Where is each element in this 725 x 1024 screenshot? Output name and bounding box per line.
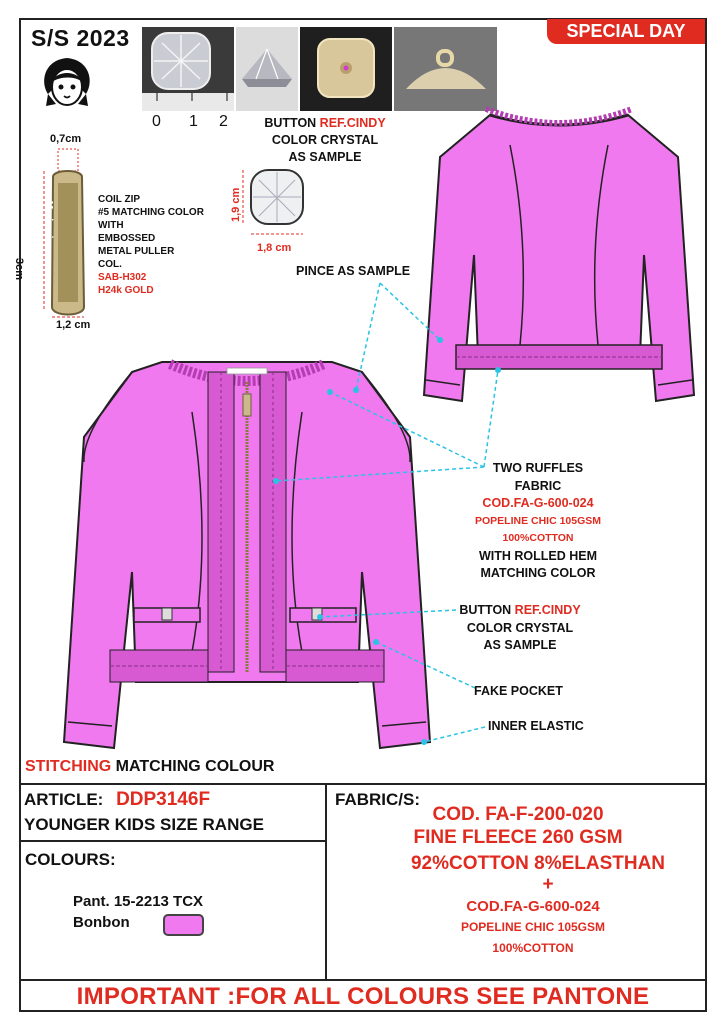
stitching-rest: MATCHING COLOUR <box>111 758 275 775</box>
ruffles-line: TWO RUFFLES <box>492 461 584 475</box>
zip-height-dim: 3cm <box>13 258 25 281</box>
divider <box>20 840 326 842</box>
size-range: YOUNGER KIDS SIZE RANGE <box>24 815 264 834</box>
fabric-line: FINE FLEECE 260 GSM <box>413 827 623 848</box>
ruffles-composition: 100%COTTON <box>502 532 574 544</box>
pocket-button-line: AS SAMPLE <box>483 638 557 652</box>
fabric-line: COD.FA-G-600-024 <box>466 898 600 915</box>
zip-line: METAL PULLER <box>98 246 175 257</box>
divider <box>20 979 706 981</box>
special-day-tag: SPECIAL DAY <box>547 19 705 44</box>
fabric-line: COD. FA-F-200-020 <box>432 804 604 825</box>
zip-code: H24k GOLD <box>98 285 154 296</box>
button-note-ref: REF.CINDY <box>319 116 386 130</box>
stitching-note <box>25 758 274 776</box>
zip-line: COL. <box>98 259 122 270</box>
zip-brand: Mariuccia <box>43 200 54 243</box>
fake-pocket-note: FAKE POCKET <box>474 684 563 698</box>
article-code: DDP3146F <box>116 789 211 810</box>
ruler-tick: 0 <box>152 113 161 130</box>
zip-line: WITH <box>98 220 124 231</box>
pince-note: PINCE AS SAMPLE <box>296 264 411 278</box>
fabric-plus: + <box>542 874 554 895</box>
colours-title: COLOURS: <box>25 850 116 869</box>
article-label: ARTICLE: <box>24 790 104 809</box>
button-width-dim: 1,8 cm <box>257 242 292 254</box>
ruffles-line: MATCHING COLOR <box>480 566 596 580</box>
ruffles-code: COD.FA-G-600-024 <box>482 496 594 510</box>
fabric-line: POPELINE CHIC 105GSM <box>460 920 606 934</box>
fabrics-title: FABRIC/S: <box>335 790 420 809</box>
zip-code: SAB-H302 <box>98 272 147 283</box>
pocket-button-ref: REF.CINDY <box>514 603 581 617</box>
pocket-button-note <box>450 602 590 655</box>
zip-line: #5 MATCHING COLOR <box>98 207 204 218</box>
divider <box>20 783 706 785</box>
zip-width-dim: 1,2 cm <box>56 319 91 331</box>
button-note-line3: AS SAMPLE <box>288 150 362 164</box>
ruffles-fabric: POPELINE CHIC 105GSM <box>474 514 602 527</box>
pocket-button-line: COLOR CRYSTAL <box>466 620 574 635</box>
stitching-word: STITCHING <box>25 758 112 775</box>
ruffles-note <box>458 460 618 583</box>
pocket-button-prefix: BUTTON <box>459 603 515 617</box>
fabric-line: 92%COTTON 8%ELASTHAN <box>410 853 666 874</box>
zip-line: COIL ZIP <box>98 194 141 205</box>
divider <box>325 783 327 980</box>
ruler-tick: 1 <box>189 113 198 130</box>
season-label: S/S 2023 <box>31 25 130 51</box>
button-height-dim: 1,9 cm <box>230 187 242 222</box>
button-note-line2: COLOR CRYSTAL <box>271 133 379 147</box>
ruffles-line: FABRIC <box>514 478 562 493</box>
article-row <box>24 789 210 811</box>
fabric-line: 100%COTTON <box>492 941 574 955</box>
ruffles-line: WITH ROLLED HEM <box>478 548 598 563</box>
zip-top-dim: 0,7cm <box>50 133 82 145</box>
zip-line: EMBOSSED <box>98 233 156 244</box>
inner-elastic-note: INNER ELASTIC <box>488 719 584 733</box>
pantone-code: Pant. 15-2213 TCX <box>73 893 204 910</box>
button-note-prefix: BUTTON <box>264 116 320 130</box>
colour-name: Bonbon <box>73 914 130 931</box>
ruler-tick: 2 <box>219 113 228 130</box>
colour-swatch <box>163 914 204 936</box>
important-footer: IMPORTANT :FOR ALL COLOURS SEE PANTONE <box>76 983 650 1010</box>
